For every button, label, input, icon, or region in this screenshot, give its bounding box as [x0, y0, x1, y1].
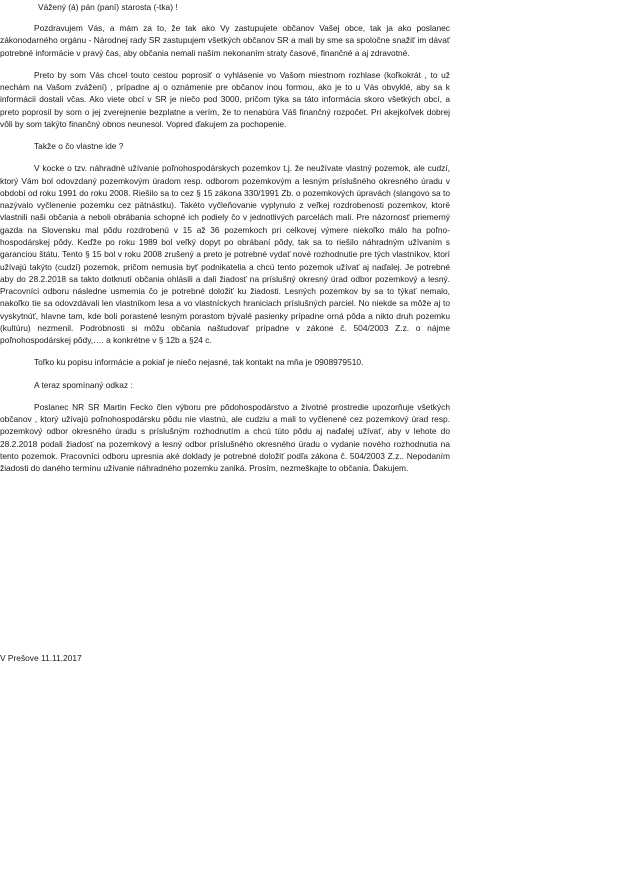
letter-body: [0, 22, 450, 485]
paragraph-request: Preto by som Vás chcel touto cestou poprosiť o vyhlásenie vo Vašom miestnom rozhlase (koľkokrát , to už nechám na Vašom zvážení) , prípadne aj o oznámenie pre občanov inou formou, ako je to u Vás obvyklé, aby sa k informácii dostali včas. Ako viete obcí v SR je niečo pod 3000, pričom týka sa táto informácia skoro všetkých obcí, a preto poprosil by som o jej zverejnenie bezplatne a verím, že to nenabúra Váš finančný rozpočet. Pri akejkoľvek dobrej vôli by som takýto finančný obnos neunesol. Vopred ďakujem za pochopenie.: [0, 69, 450, 129]
paragraph-explanation: V kocke o tzv. náhradné užívanie poľnohospodárskych pozemkov t.j. že neužívate vlastný pozemok, ale cudzí, ktorý Vám bol odovzdaný pozemkovým úradom resp. odborom pozemkovým a lesným príslušného okresného úradu v období od roku 1991 do roku 2008. Riešilo sa to cez § 15 zákona 330/1991 Zb. o pozemkových úpravách (slangovo sa to nazývalo vyčlenenie pozemku cez pätnástku). Takéto vyčleňovanie vyplynulo z veľkej rozdrobenosti pozemkov, ktoré vlastnili naši občania a neboli obrábania schopné ich podiely čo v jednotlivých parcelách mali. Pre názornosť priemerný gazda na Slovensku mal pôdu rozdrobenú v 15 až 36 pozemkoch pri celkovej výmere niekoľko málo ha poľno- hospodárskej pôdy. Keďže po roku 1989 bol veľký dopyt po obrábaní pôdy, tak sa to riešilo náhradným užívaním s garanciou štátu. Tento § 15 bol v roku 2008 zrušený a preto je potrebné vydať nové rozhodnutie pre tých vlastníkov, ktorí užívajú takýto (cudzí) pozemok, pričom nemusia byť podnikatelia a chcú tento pozemok užívať aj naďalej. Je potrebné aby do 28.2.2018 sa takto dotknutí občania ohlásili a dali žiadosť na príslušný okresný úrad odbor pozemkový a lesný. Pracovníci odboru následne usmernia čo je potrebné doložiť ku žiadosti. Lesných pozemkov by sa to týkať nemalo, nakoľko tie sa odovzdávali len vlastníkom lesa a vo vlastníckych hraniciach príslušných parciel. No niekde sa môže aj to vyskytnúť, hlavne tam, kde boli porastené lesným porastom bývalé pasienky prípadne orná pôda a nikto druh pozemku (kultúru) nezmenil. Podrobnosti si môžu občania naštudovať prípadne v zákone č. 504/2003 Z.z. o nájme poľnohospodárskej pôdy,…. a konkrétne v § 12b a §24 c.: [0, 163, 450, 346]
contact-line: Toľko ku popisu informácie a pokiaľ je niečo nejasné, tak kontakt na mňa je 0908979510.: [34, 357, 364, 368]
place-and-date: V Prešove 11.11.2017: [0, 653, 82, 663]
announcement-intro: A teraz spomínaný odkaz :: [34, 379, 133, 390]
paragraph-greeting: Pozdravujem Vás, a mám za to, že tak ako Vy zastupujete občanov Vašej obce, tak ja ako poslanec zákonodarného orgánu - Národnej rady SR zastupujem všetkých občanov SR a mali by sme sa spoločne snažiť im dávať potrebné informácie v pravý čas, aby občania nemali naším nekonaním straty časové, finančné a aj zdravotné.: [0, 23, 450, 58]
question-line: Takže o čo vlastne ide ?: [34, 141, 124, 152]
salutation: Vážený (á) pán (paní) starosta (-tka) !: [38, 2, 178, 12]
paragraph-announcement: Poslanec NR SR Martin Fecko člen výboru pre pôdohospodárstvo a životné prostredie upozorňuje všetkých občanov , ktorý užívajú poľnohospodársku pôdu nie vlastnú, ale cudziu a mali to vyčlenené cez pozemkový úrad resp. pozemkový odbor okresného úradu s príslušným rozhodnutím a chcú túto pôdu aj naďalej užívať, aby v lehote do 28.2.2018 podali žiadosť na pozemkový a lesný odbor príslušného okresného úradu o vydanie nového rozhodnutia na tento pozemok. Pracovníci odboru upresnia aké doklady je potrebné doložiť podľa zákona č. 504/2003 Z.z.. Nepodaním žiadosti do daného termínu užívanie náhradného pozemku zaniká. Prosím, nezmeškajte to občania. Ďakujem.: [0, 401, 450, 474]
